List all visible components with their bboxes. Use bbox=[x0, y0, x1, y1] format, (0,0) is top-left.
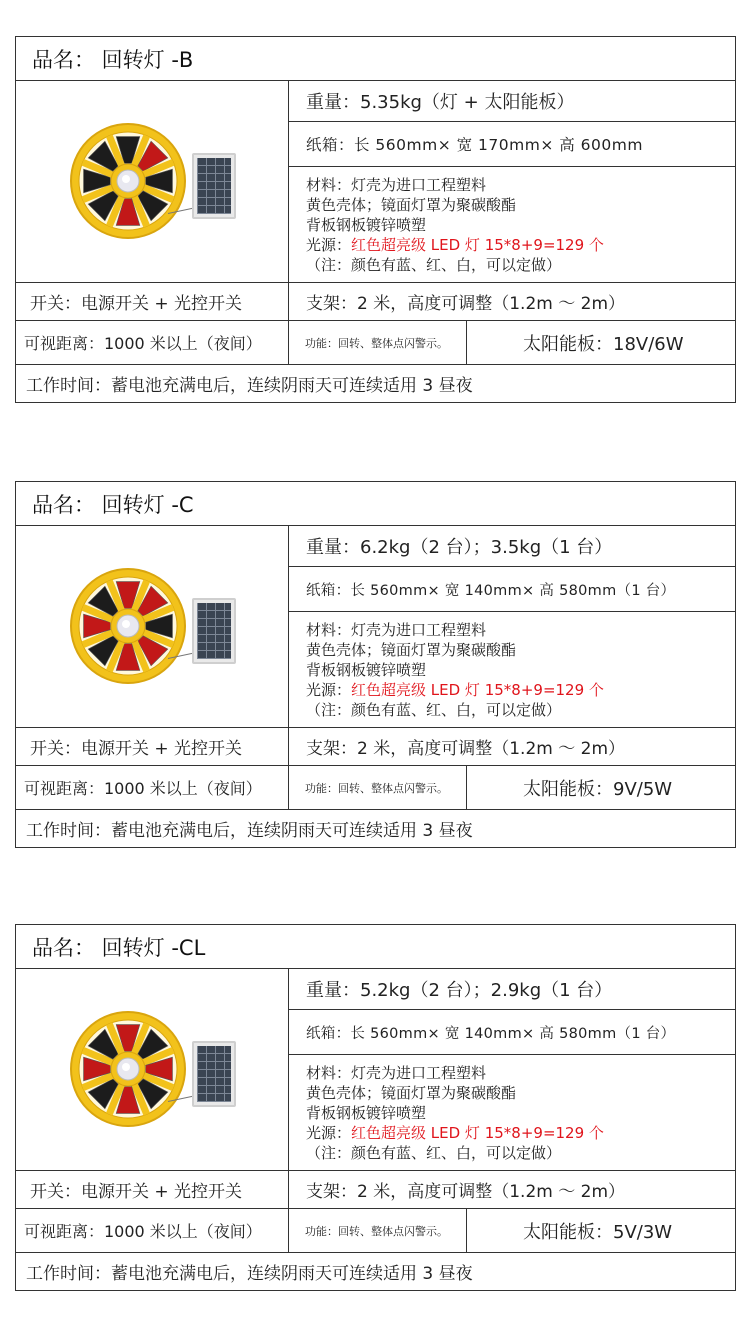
light-source-value: 红色超亮级 LED 灯 15*8+9=129 个 bbox=[351, 680, 604, 699]
product-title: 品名： 回转灯 -B bbox=[32, 47, 194, 72]
light-source-value: 红色超亮级 LED 灯 15*8+9=129 个 bbox=[351, 235, 604, 254]
function-spec: 功能：回转、整体点闪警示。 bbox=[289, 321, 467, 364]
product-image bbox=[16, 81, 289, 282]
solar-panel-spec: 太阳能板：9V/5W bbox=[523, 778, 673, 800]
color-note: （注：颜色有蓝、红、白，可以定做） bbox=[306, 700, 562, 719]
color-note: （注：颜色有蓝、红、白，可以定做） bbox=[306, 1143, 562, 1162]
color-note: （注：颜色有蓝、红、白，可以定做） bbox=[306, 255, 562, 274]
material-line: 材料：灯壳为进口工程塑料 bbox=[306, 1063, 487, 1082]
visibility-spec: 可视距离：1000 米以上（夜间） bbox=[16, 1209, 289, 1252]
work-time-spec: 工作时间：蓄电池充满电后，连续阴雨天可连续适用 3 昼夜 bbox=[16, 364, 735, 402]
weight-spec: 重量：5.2kg（2 台）；2.9kg（1 台） bbox=[306, 980, 613, 1001]
material-line: 背板钢板镀锌喷塑 bbox=[306, 1103, 427, 1122]
revolving-lamp-icon bbox=[68, 121, 188, 241]
bracket-spec: 支架：2 米，高度可调整（1.2m ～ 2m） bbox=[306, 739, 625, 759]
carton-spec: 纸箱：长 560mm× 宽 170mm× 高 600mm bbox=[289, 121, 735, 166]
revolving-lamp-icon bbox=[68, 1009, 188, 1129]
visibility-spec: 可视距离：1000 米以上（夜间） bbox=[16, 321, 289, 364]
product-image bbox=[16, 969, 289, 1170]
product-title: 品名： 回转灯 -CL bbox=[32, 935, 206, 960]
solar-panel-icon bbox=[192, 153, 236, 219]
weight-spec: 重量：5.35kg（灯 + 太阳能板） bbox=[306, 92, 575, 113]
material-line: 背板钢板镀锌喷塑 bbox=[306, 215, 427, 234]
product-card-cl bbox=[15, 924, 736, 1291]
material-line: 黄色壳体；镜面灯罩为聚碳酸酯 bbox=[306, 195, 517, 214]
light-source-value: 红色超亮级 LED 灯 15*8+9=129 个 bbox=[351, 1123, 604, 1142]
solar-panel-spec: 太阳能板：18V/6W bbox=[523, 333, 684, 355]
visibility-spec: 可视距离：1000 米以上（夜间） bbox=[16, 766, 289, 809]
work-time-spec: 工作时间：蓄电池充满电后，连续阴雨天可连续适用 3 昼夜 bbox=[16, 1252, 735, 1290]
function-spec: 功能：回转、整体点闪警示。 bbox=[289, 766, 467, 809]
product-card-b bbox=[15, 36, 736, 403]
product-title: 品名： 回转灯 -C bbox=[32, 492, 194, 517]
switch-spec: 开关：电源开关 + 光控开关 bbox=[16, 283, 289, 320]
function-spec: 功能：回转、整体点闪警示。 bbox=[289, 1209, 467, 1252]
solar-panel-spec: 太阳能板：5V/3W bbox=[523, 1221, 673, 1243]
light-source-line: 光源：红色超亮级 LED 灯 15*8+9=129 个 bbox=[306, 235, 604, 254]
switch-spec: 开关：电源开关 + 光控开关 bbox=[16, 728, 289, 765]
solar-panel-icon bbox=[192, 598, 236, 664]
work-time-spec: 工作时间：蓄电池充满电后，连续阴雨天可连续适用 3 昼夜 bbox=[16, 809, 735, 847]
revolving-lamp-icon bbox=[68, 566, 188, 686]
switch-spec: 开关：电源开关 + 光控开关 bbox=[16, 1171, 289, 1208]
material-line: 黄色壳体；镜面灯罩为聚碳酸酯 bbox=[306, 640, 517, 659]
material-spec bbox=[289, 611, 735, 727]
light-source-line: 光源：红色超亮级 LED 灯 15*8+9=129 个 bbox=[306, 1123, 604, 1142]
bracket-spec: 支架：2 米，高度可调整（1.2m ～ 2m） bbox=[306, 1182, 625, 1202]
product-image bbox=[16, 526, 289, 727]
solar-panel-icon bbox=[192, 1041, 236, 1107]
material-line: 材料：灯壳为进口工程塑料 bbox=[306, 175, 487, 194]
material-spec bbox=[289, 166, 735, 282]
light-source-line: 光源：红色超亮级 LED 灯 15*8+9=129 个 bbox=[306, 680, 604, 699]
carton-spec: 纸箱：长 560mm× 宽 140mm× 高 580mm（1 台） bbox=[289, 1009, 735, 1054]
carton-spec: 纸箱：长 560mm× 宽 140mm× 高 580mm（1 台） bbox=[289, 566, 735, 611]
material-line: 黄色壳体；镜面灯罩为聚碳酸酯 bbox=[306, 1083, 517, 1102]
material-line: 背板钢板镀锌喷塑 bbox=[306, 660, 427, 679]
product-card-c bbox=[15, 481, 736, 848]
bracket-spec: 支架：2 米，高度可调整（1.2m ～ 2m） bbox=[306, 294, 625, 314]
material-spec bbox=[289, 1054, 735, 1170]
weight-spec: 重量：6.2kg（2 台）；3.5kg（1 台） bbox=[306, 537, 613, 558]
material-line: 材料：灯壳为进口工程塑料 bbox=[306, 620, 487, 639]
